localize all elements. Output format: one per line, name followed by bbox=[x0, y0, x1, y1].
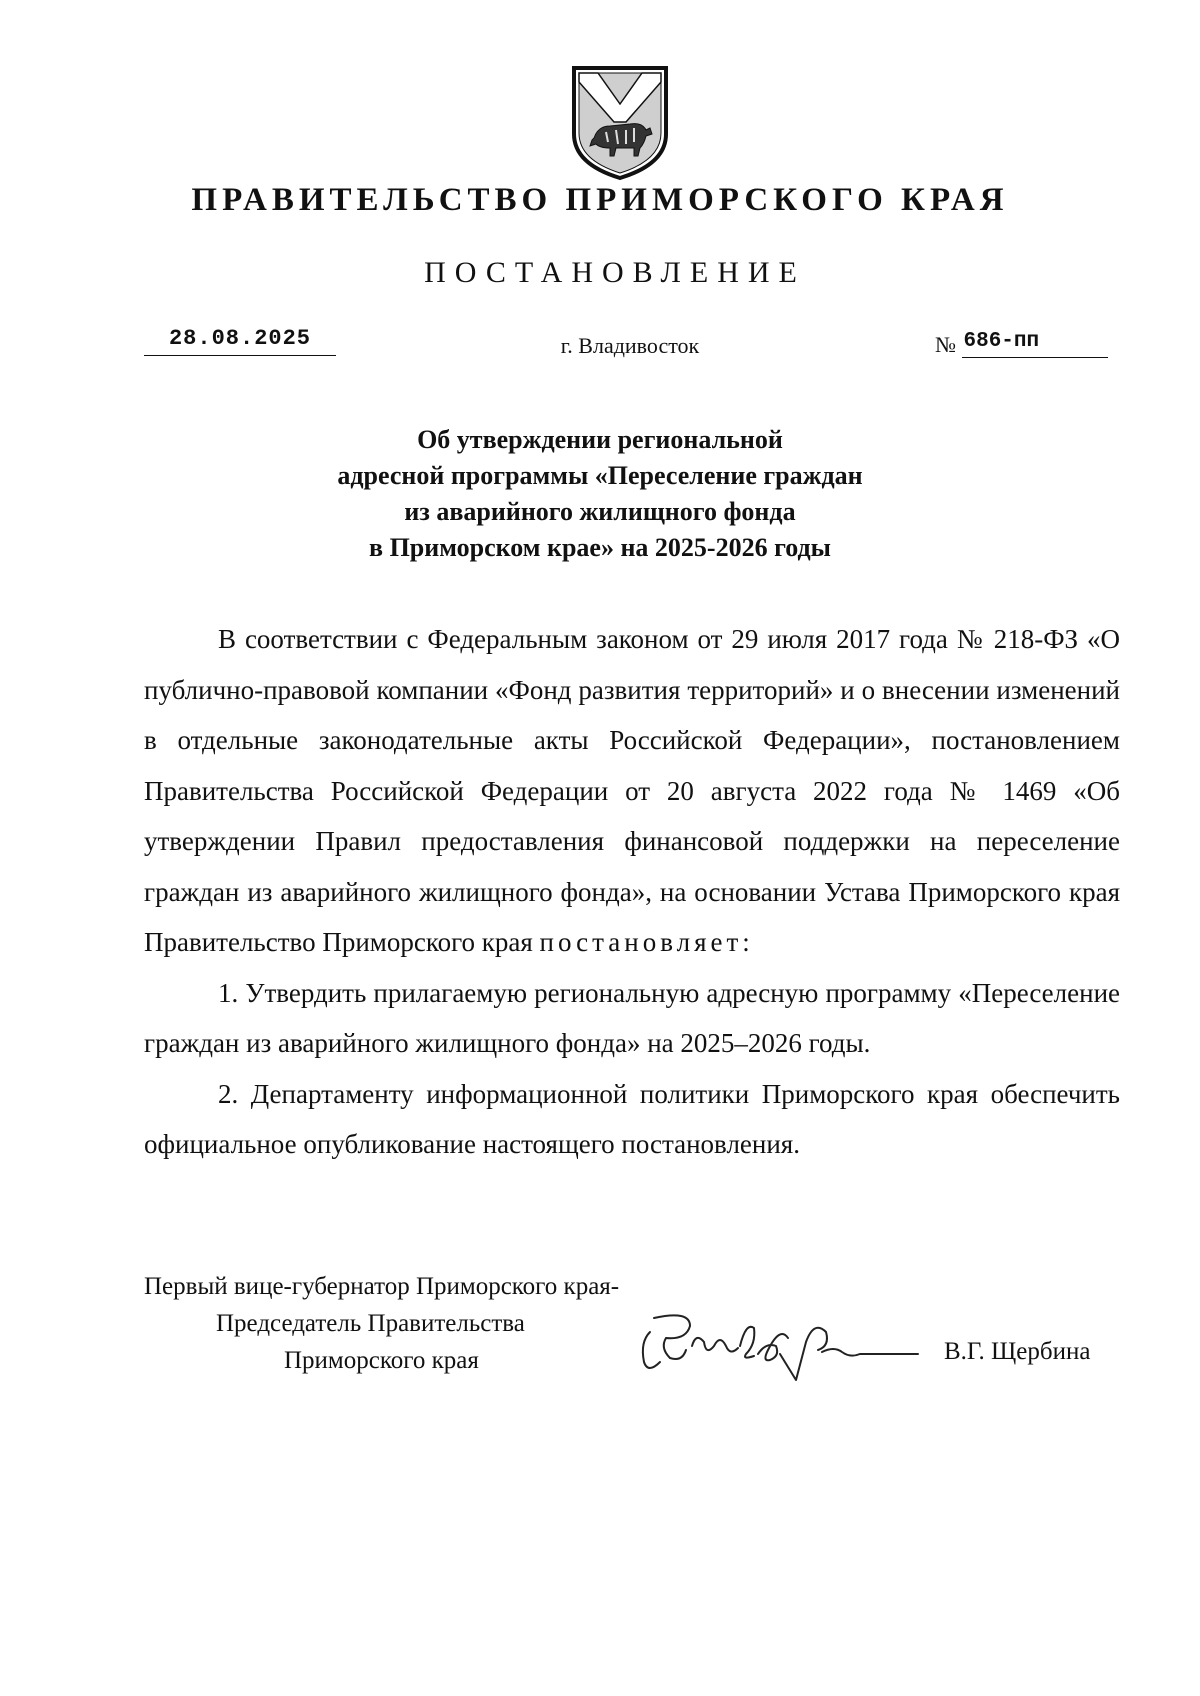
item-2-paragraph: 2. Департаменту информационной политики Приморского края обеспечить официальное опубликование настоящего постановления. bbox=[144, 1078, 1120, 1159]
document-subject bbox=[0, 422, 1200, 566]
position-line: Председатель Правительства bbox=[216, 1310, 525, 1337]
signatory-position bbox=[144, 1268, 619, 1379]
document-city: г. Владивосток bbox=[560, 333, 700, 358]
position-line: Первый вице-губернатор Приморского края- bbox=[144, 1273, 620, 1300]
position-line: Приморского края bbox=[284, 1347, 479, 1374]
document-number: 686-пп bbox=[962, 330, 1108, 358]
document-type: ПОСТАНОВЛЕНИЕ bbox=[424, 256, 806, 289]
preamble-paragraph bbox=[144, 614, 1120, 968]
handwritten-signature bbox=[630, 1302, 930, 1392]
subject-line: Об утверждении региональной bbox=[417, 425, 783, 454]
document-body bbox=[144, 614, 1120, 1170]
signer-name: В.Г. Щербина bbox=[944, 1338, 1091, 1365]
coat-of-arms-icon bbox=[570, 64, 670, 182]
number-sign: № bbox=[935, 332, 956, 357]
document-number-field bbox=[935, 326, 1108, 358]
organization-title: ПРАВИТЕЛЬСТВО ПРИМОРСКОГО КРАЯ bbox=[191, 182, 1009, 218]
subject-line: в Приморском крае» на 2025-2026 годы bbox=[369, 533, 831, 562]
document-date: 28.08.2025 bbox=[144, 326, 336, 356]
resolves-word: постановляет: bbox=[539, 927, 754, 957]
item-1-paragraph: 1. Утвердить прилагаемую региональную адресную программу «Переселение граждан из аварийного жилищного фонда» на 2025–2026 годы. bbox=[144, 977, 1120, 1058]
subject-line: адресной программы «Переселение граждан bbox=[337, 461, 863, 490]
subject-line: из аварийного жилищного фонда bbox=[404, 497, 796, 526]
preamble-text: В соответствии с Федеральным законом от 29 июля 2017 года № 218-ФЗ «О публично-правовой компании «Фонд развития территорий» и о внесении изменений в отдельные законодательные акты Российской Федерации», постановлением Правительства Российской Федерации от 20 августа 2022 года № 1469 «Об утверждении Правил предоставления финансовой поддержки на переселение граждан из аварийного жилищного фонда», на основании Устава Приморского края Правительство Приморского края bbox=[144, 624, 1120, 957]
